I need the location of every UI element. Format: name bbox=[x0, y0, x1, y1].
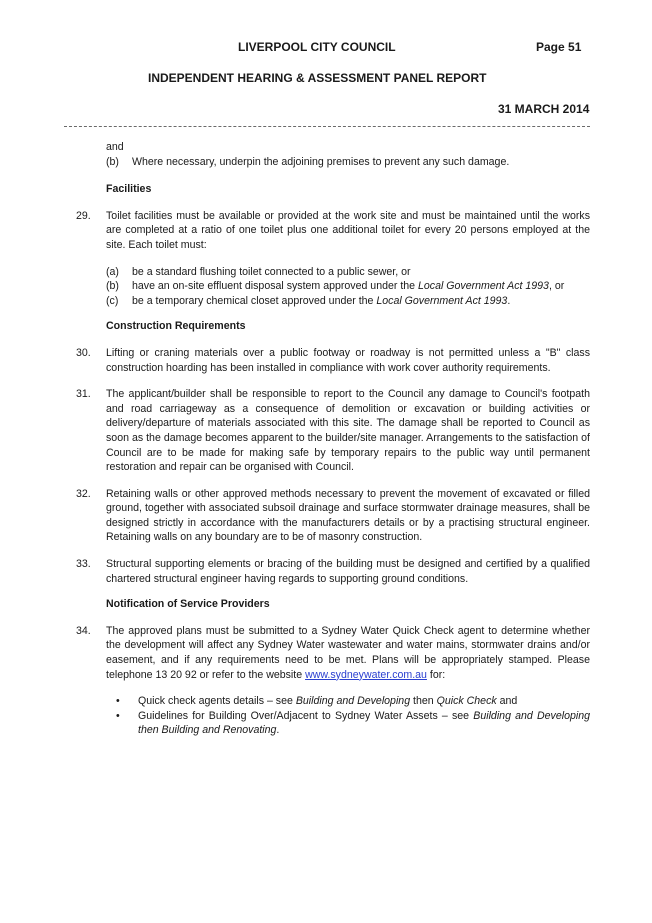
condition-number: 33. bbox=[76, 558, 91, 571]
sub-item-text bbox=[132, 279, 590, 294]
condition-number: 32. bbox=[76, 487, 91, 500]
condition-number: 31. bbox=[76, 388, 91, 401]
section-heading-construction: Construction Requirements bbox=[106, 320, 246, 333]
bullet-item bbox=[106, 709, 590, 738]
text-run: Quick check agents details – see bbox=[138, 695, 296, 708]
condition-33 bbox=[76, 557, 590, 586]
condition-number: 34. bbox=[76, 624, 91, 637]
emphasis: Quick Check bbox=[436, 695, 497, 708]
bullet-icon: • bbox=[116, 709, 120, 722]
section-heading-facilities: Facilities bbox=[106, 183, 152, 196]
text-run: , or bbox=[548, 280, 565, 293]
condition-text: Retaining walls or other approved methods necessary to prevent the movement of excavated or filled ground, together with associated subsoil drainage and surface stormwater drainage measures, shall be designed strictly in accordance with the manufacturers details or by a practising structural engineer. Retaining walls on any boundary are to be of masonry construction. bbox=[106, 487, 590, 544]
sydney-water-website-link[interactable]: www.sydneywater.com.au bbox=[305, 668, 427, 681]
bullet-icon: • bbox=[116, 695, 120, 708]
text-run: Guidelines for Building Over/Adjacent to Sydney Water Assets – see bbox=[138, 709, 474, 722]
text-run: The approved plans must be submitted to a Sydney Water Quick Check agent to determine whether the development will affect any Sydney Water wastewater and water mains, stormwater drains and/or easement, and if any requirements need to be met. Plans will be appropriately stamped. Please telephone 13 20 92 or refer to the website bbox=[106, 624, 590, 681]
text-run: . bbox=[507, 294, 511, 307]
sub-item-label: (b) bbox=[106, 155, 119, 168]
continuation-and: and bbox=[106, 141, 124, 153]
act-name: Local Government Act 1993 bbox=[418, 280, 549, 293]
condition-text: Toilet facilities must be available or provided at the work site and must be maintained until the works are completed at a ratio of one toilet plus one additional toilet for every 20 persons employed at the site. Each toilet must: bbox=[106, 209, 590, 251]
document-body bbox=[76, 140, 590, 750]
condition-number: 30. bbox=[76, 346, 91, 359]
text-run: and bbox=[496, 695, 518, 708]
emphasis: Building and Developing bbox=[295, 695, 411, 708]
header-divider bbox=[64, 126, 590, 127]
sub-item-text bbox=[132, 294, 590, 309]
council-name: LIVERPOOL CITY COUNCIL bbox=[238, 40, 396, 54]
condition-32 bbox=[76, 487, 590, 545]
bullet-item bbox=[106, 694, 590, 709]
condition-34 bbox=[76, 624, 590, 738]
report-date: 31 MARCH 2014 bbox=[498, 102, 590, 116]
text-run: for: bbox=[426, 668, 446, 681]
text-run: . bbox=[276, 724, 280, 737]
condition-31 bbox=[76, 387, 590, 475]
page-number: Page 51 bbox=[536, 40, 582, 54]
bullet-list bbox=[106, 694, 590, 738]
sub-item-text: Where necessary, underpin the adjoining premises to prevent any such damage. bbox=[132, 155, 510, 168]
sub-item-b bbox=[106, 279, 590, 294]
sub-item-text: be a standard flushing toilet connected to a public sewer, or bbox=[132, 265, 411, 278]
condition-text bbox=[106, 624, 590, 682]
condition-30 bbox=[76, 346, 590, 375]
condition-text: Structural supporting elements or bracing of the building must be designed and certified by a qualified chartered structural engineer having regards to supporting ground conditions. bbox=[106, 558, 590, 585]
sub-item-label: (b) bbox=[106, 280, 119, 293]
text-run: have an on-site effluent disposal system approved under the bbox=[132, 280, 419, 293]
report-title: INDEPENDENT HEARING & ASSESSMENT PANEL REPORT bbox=[148, 71, 487, 85]
sub-item-a bbox=[106, 265, 590, 280]
sub-item-label: (a) bbox=[106, 265, 119, 278]
condition-text: The applicant/builder shall be responsible to report to the Council any damage to Council's footpath and road carriageway as a consequence of demolition or excavation or building activities or delivery/departure of materials associated with this site. The damage shall be reported to Council as soon as the damage becomes apparent to the builder/site manager. Arrangements to the satisfaction of Council are to be made for making safe by temporary repairs to the public way until permanent restoration and repair can be organised with Council. bbox=[106, 388, 590, 474]
continuation-sub-item bbox=[106, 155, 590, 170]
condition-29 bbox=[76, 209, 590, 309]
sub-item-label: (c) bbox=[106, 294, 119, 307]
sub-item-c bbox=[106, 294, 590, 309]
condition-text: Lifting or craning materials over a public footway or roadway is not permitted unless a "B" class construction hoarding has been installed in compliance with work cover authority requirements. bbox=[106, 346, 590, 374]
text-run: be a temporary chemical closet approved under the bbox=[132, 294, 377, 307]
emphasis: Building and Developing then Building and Renovating bbox=[138, 709, 591, 737]
act-name: Local Government Act 1993 bbox=[376, 294, 508, 307]
text-run: then bbox=[410, 695, 437, 708]
section-heading-notification: Notification of Service Providers bbox=[106, 598, 270, 611]
condition-number: 29. bbox=[76, 209, 91, 222]
